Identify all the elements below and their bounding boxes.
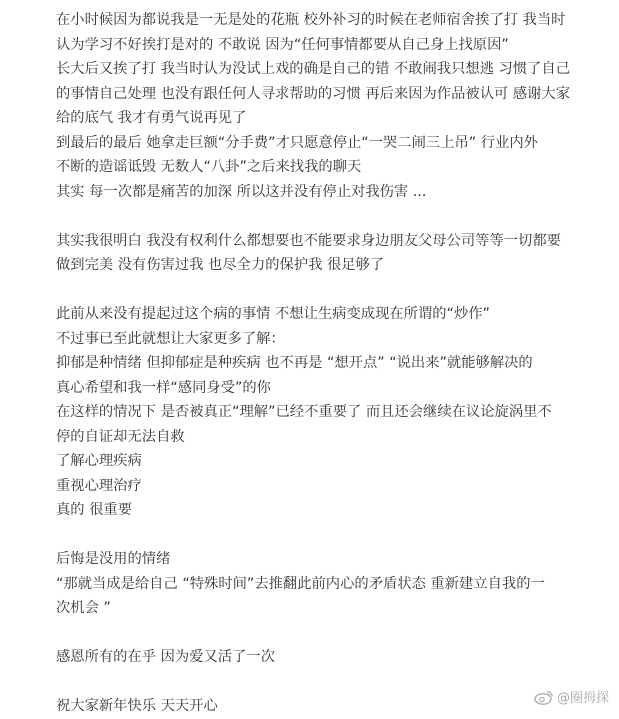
text-line: 长大后又挨了打 我当时认为没试上戏的确是自己的错 不敢闹我只想逃 习惯了自己 (56, 61, 571, 77)
paragraph (56, 694, 604, 719)
text-line: 的事情自己处理 也没有跟任何人寻求帮助的习惯 再后来因为作品被认可 感谢大家 (56, 85, 571, 102)
text-line: 在小时候因为都说我是一无是处的花瓶 校外补习的时候在老师宿舍挨了打 我当时 (56, 12, 566, 28)
paragraph-gap (56, 204, 604, 229)
text-line: 做到完美 没有伤害过我 也尽全力的保护我 很足够了 (56, 257, 385, 273)
text-line: 到最后的最后 她拿走巨额“分手费”才只愿意停止“一哭二闹三上吊” 行业内外 (56, 134, 538, 151)
text-line: 祝大家新年快乐 天天开心 (56, 698, 218, 714)
text-line: 抑郁是种情绪 但抑郁症是种疾病 也不再是 “想开点” “说出来”就能够解决的 (56, 355, 533, 371)
text-line: 次机会 ” (56, 600, 111, 616)
text-line: 停的自证却无法自救 (56, 428, 185, 445)
paragraph (56, 8, 604, 204)
paragraph-gap (56, 278, 604, 303)
paragraph (56, 547, 604, 621)
text-line: 在这样的情况下 是否被真正“理解”已经不重要了 而且还会继续在议论旋涡里不 (56, 404, 552, 420)
weibo-icon (534, 689, 554, 705)
text-line: 认为学习不好挨打是对的 不敢说 因为“任何事情都要从自己身上找原因” (56, 36, 509, 53)
text-line: “那就当成是给自己 “特殊时间”去推翻此前内心的矛盾状态 重新建立自我的一 (56, 575, 545, 592)
paragraph-gap (56, 670, 604, 695)
text-line: 真的 很重要 (56, 502, 133, 518)
text-line: 不过事已至此就想让大家更多了解： (56, 330, 285, 347)
text-line: 其实 每一次都是痛苦的加深 所以这并没有停止对我伤害 ... (56, 183, 427, 200)
text-line: 了解心理疾病 (56, 453, 142, 469)
text-line: 真心希望和我一样“感同身受”的你 (56, 379, 271, 396)
paragraph (56, 229, 604, 278)
text-line: 感恩所有的在乎 因为爱又活了一次 (56, 649, 275, 665)
paragraph-gap (56, 621, 604, 646)
text-line: 给的底气 我才有勇气说再见了 (56, 110, 247, 126)
text-line: 其实我很明白 我没有权利什么都想要也不能要求身边朋友父母公司等等一切都要 (56, 232, 561, 249)
watermark-text: @圈拇探 (556, 691, 609, 706)
text-line: 此前从来没有提起过这个病的事情 不想让生病变成现在所谓的“炒作” (56, 306, 490, 322)
post-body (56, 8, 604, 719)
text-line: 后悔是没用的情绪 (56, 551, 171, 567)
text-line: 重视心理治疗 (56, 477, 142, 494)
paragraph (56, 302, 604, 523)
paragraph-gap (56, 523, 604, 548)
text-line: 不断的造谣诋毁 无数人“八卦”之后来找我的聊天 (56, 159, 362, 175)
watermark (534, 687, 609, 706)
paragraph (56, 645, 604, 670)
